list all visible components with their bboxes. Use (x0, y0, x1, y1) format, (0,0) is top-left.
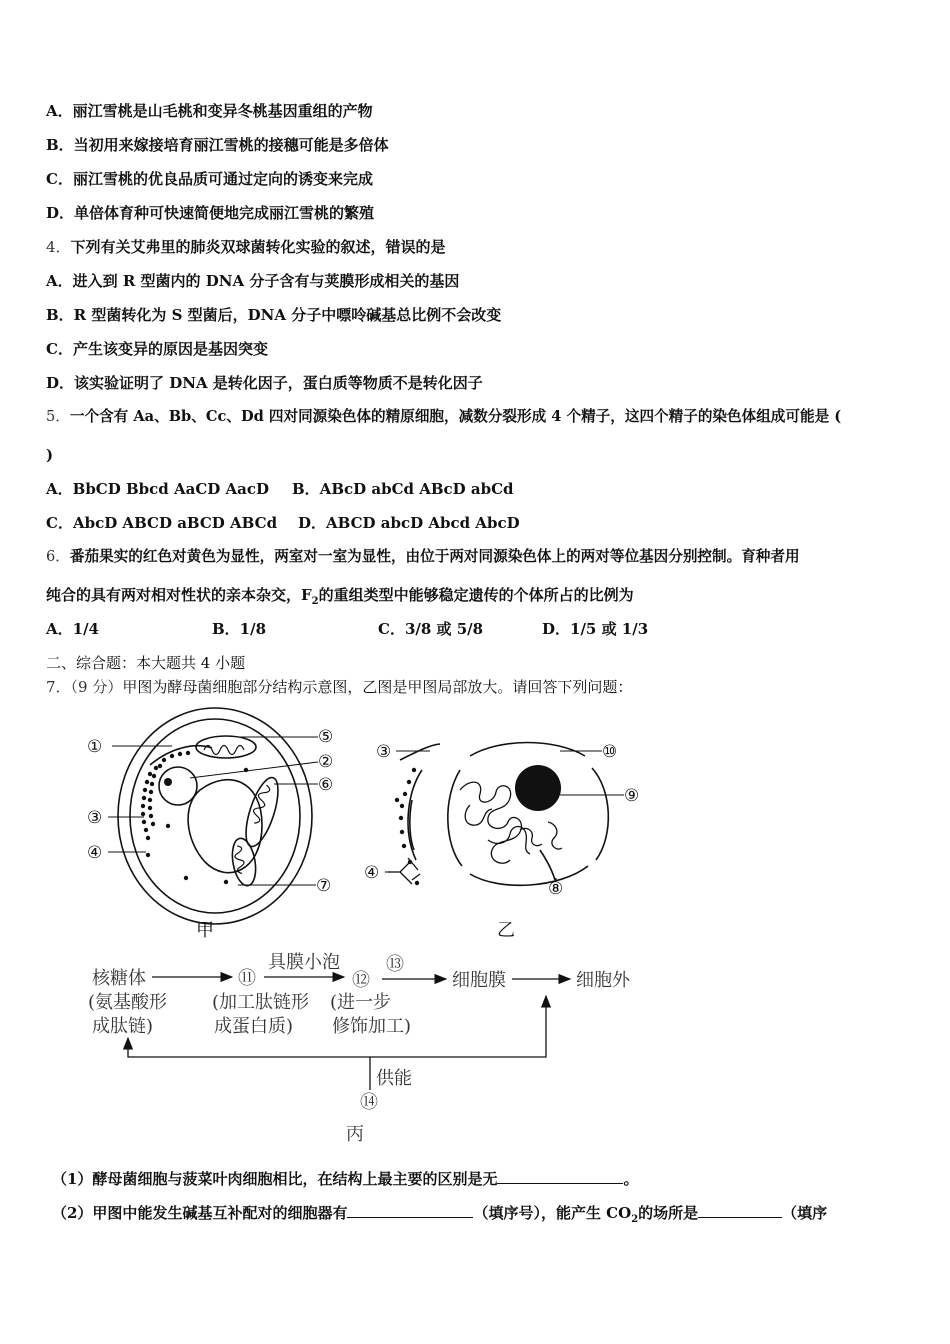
q5-option-d: D．ABCD abcD Abcd AbcD (298, 514, 520, 532)
q7-number: 7． (46, 678, 71, 696)
nucleolus (164, 778, 172, 786)
flow-vesicle-13: ⑬ (386, 954, 404, 975)
flow-outside-cell: 细胞外 (576, 970, 630, 991)
q6-stem-line2-post: 的重组类型中能够稳定遗传的个体所占的比例为 (318, 586, 634, 604)
yi-label-3: ③ (376, 742, 392, 762)
nucleus (159, 767, 197, 805)
jia-label-4: ④ (87, 843, 103, 863)
flow-cell-membrane: 细胞膜 (452, 970, 506, 991)
q3-option-b: B．当初用来嫁接培育丽江雪桃的接穗可能是多倍体 (46, 136, 389, 154)
q3-option-c: C．丽江雪桃的优良品质可通过定向的诱变来完成 (46, 170, 373, 188)
jia-label-3: ③ (87, 808, 103, 828)
q7-sub2-mid2: 的场所是 (638, 1204, 699, 1222)
q4-option-a: A．进入到 R 型菌内的 DNA 分子含有与荚膜形成相关的基因 (46, 272, 460, 290)
flow-organelle-11: ⑪ (238, 968, 256, 989)
flow-energy: 供能 (376, 1068, 412, 1089)
q6-number: 6． (46, 548, 70, 565)
yi-label-4: ④ (364, 863, 380, 883)
q7-sub2-blank-1[interactable] (347, 1203, 473, 1218)
flow-ribosome: 核糖体 (92, 968, 146, 989)
flow-organelle-12: ⑫ (352, 970, 370, 991)
q5-option-b: B．ABcD abCd ABcD abCd (292, 480, 514, 498)
yeast-cell-wall (118, 708, 312, 924)
q3-option-a: A．丽江雪桃是山毛桃和变异冬桃基因重组的产物 (46, 102, 373, 120)
q7-sub2 (52, 1202, 827, 1231)
q5-stem-text: 一个含有 Aa、Bb、Cc、Dd 四对同源染色体的精原细胞，减数分裂形成 4 个精子，这四个精子的染色体组成可能是 ( (69, 408, 842, 425)
q4-number: 4． (46, 238, 71, 256)
yi-caption: 乙 (497, 920, 515, 941)
q6-option-b: B．1/8 (212, 620, 267, 638)
yi-label-9: ⑨ (624, 786, 640, 806)
q7-sub2-blank-2[interactable] (698, 1203, 782, 1218)
flow-organelle-14: ⑭ (360, 1092, 378, 1113)
jia-label-2: ② (318, 752, 334, 772)
q6-stem-text: 番茄果实的红色对黄色为显性，两室对一室为显性，由位于两对同源染色体上的两对等位基因分别控制。育种者用 (69, 548, 800, 565)
yi-label-10: ⑩ (602, 742, 618, 762)
q6-f2-subscript: 2 (311, 596, 319, 607)
jia-label-5: ⑤ (318, 727, 334, 747)
q4-stem-text: 下列有关艾弗里的肺炎双球菌转化实验的叙述，错误的是 (70, 238, 446, 256)
nuclear-envelope-outer (470, 743, 585, 757)
q7-stem-text: 甲图为酵母菌细胞部分结构示意图，乙图是甲图局部放大。请回答下列问题： (122, 678, 633, 696)
vacuole (188, 780, 262, 873)
q7-score: （9 分） (70, 678, 123, 696)
section-heading: 二、综合题：本大题共 4 小题 (46, 654, 246, 672)
q5-stem-end: ) (46, 446, 54, 464)
nucleolus-9 (515, 765, 561, 811)
flow-n11-note2: 成蛋白质) (214, 1016, 294, 1037)
q7-sub1 (52, 1168, 638, 1190)
q6-option-c: C．3/8 或 5/8 (378, 620, 484, 638)
q4-option-b: B．R 型菌转化为 S 型菌后，DNA 分子中嘌呤碱基总比例不会改变 (46, 306, 502, 324)
yi-label-8: ⑧ (548, 879, 564, 899)
q7-sub2-mid: （填序号），能产生 CO (473, 1204, 632, 1222)
er-membrane-8 (540, 850, 555, 880)
q4-option-d: D．该实验证明了 DNA 是转化因子，蛋白质等物质不是转化因子 (46, 374, 483, 392)
q6-option-d: D．1/5 或 1/3 (542, 620, 649, 638)
jia-label-6: ⑥ (318, 775, 334, 795)
flow-n11-note1: (加工肽链形 (212, 992, 310, 1013)
jia-label-1: ① (87, 737, 103, 757)
flow-ribosome-note1: (氨基酸形 (88, 992, 168, 1013)
q7-sub1-blank[interactable] (497, 1169, 623, 1184)
jia-caption: 甲 (196, 920, 214, 941)
flow-caption: 丙 (346, 1124, 364, 1145)
q6-stem-line2-pre: 纯合的具有两对相对性状的亲本杂交，F (46, 586, 312, 604)
q3-option-d: D．单倍体育种可快速简便地完成丽江雪桃的繁殖 (46, 204, 375, 222)
q6-option-a: A．1/4 (46, 620, 99, 638)
q5-option-c: C．AbcD ABCD aBCD ABCd (46, 514, 278, 532)
q7-co2-subscript: 2 (631, 1214, 639, 1225)
q4-option-c: C．产生该变异的原因是基因突变 (46, 340, 268, 358)
flow-n12-note2: 修饰加工) (332, 1016, 412, 1037)
jia-label-7: ⑦ (316, 876, 332, 896)
yeast-cell-membrane (130, 719, 300, 913)
q7-sub2-end: （填序 (782, 1204, 828, 1222)
q5-option-a: A．BbCD Bbcd AaCD AacD (46, 480, 270, 498)
flow-ribosome-note2: 成肽链) (92, 1016, 154, 1037)
q7-sub1-text: （1）酵母菌细胞与菠菜叶肉细胞相比，在结构上最主要的区别是无 (52, 1170, 498, 1188)
flow-vesicle: 具膜小泡 (268, 952, 340, 973)
q7-sub2-text: （2）甲图中能发生碱基互补配对的细胞器有 (52, 1204, 348, 1222)
q7-sub1-end: 。 (623, 1170, 639, 1188)
q5-number: 5． (46, 408, 70, 425)
flow-n12-note1: (进一步 (330, 992, 392, 1013)
